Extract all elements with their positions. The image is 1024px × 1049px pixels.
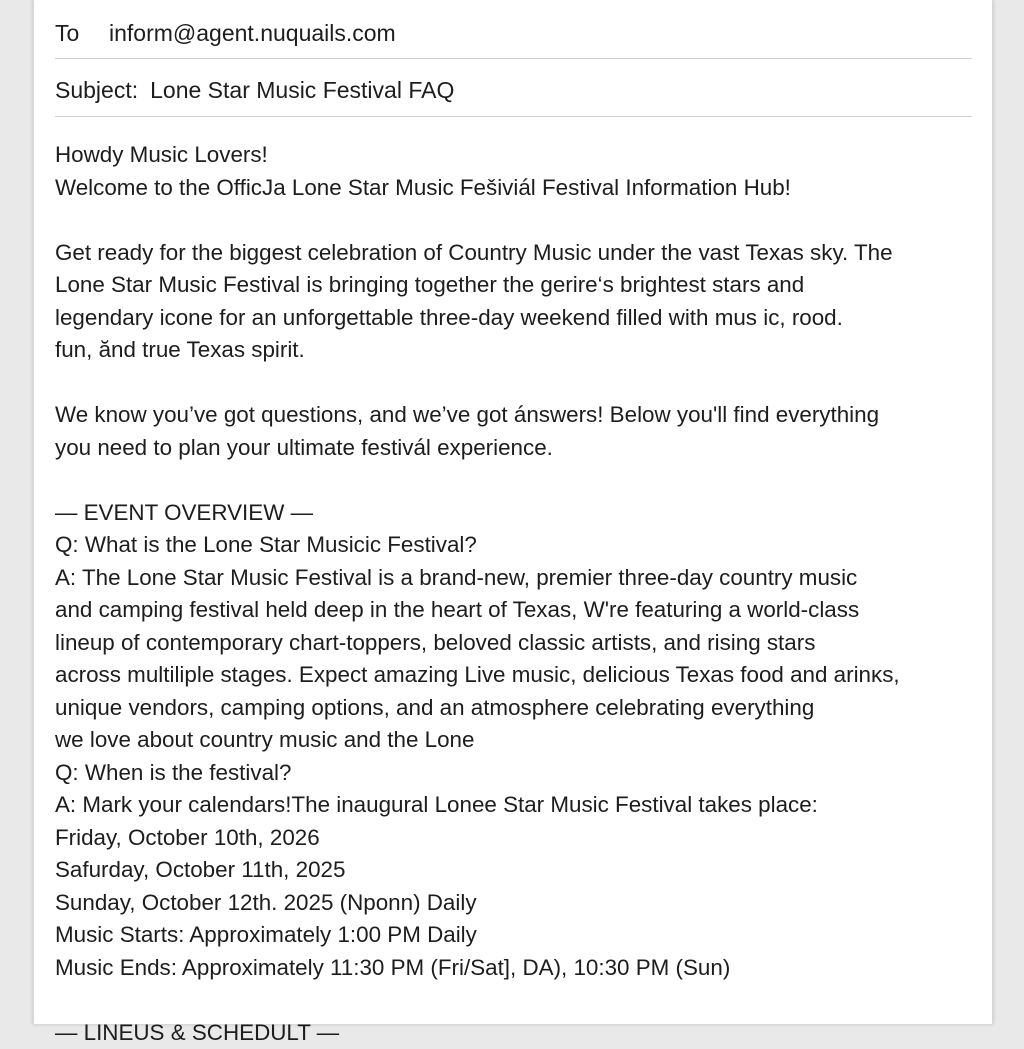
body-line: legendary icone for an unforgettable three-day weekend filled with mus ic, rood. bbox=[55, 302, 985, 335]
body-line: we love about country music and the Lone bbox=[55, 724, 985, 757]
blank-line bbox=[55, 984, 985, 1017]
email-body[interactable] bbox=[55, 139, 985, 1049]
body-line: lineup of contemporary chart-toppers, beloved classic artists, and rising stars bbox=[55, 627, 985, 660]
body-line: you need to plan your ultimate festivál experience. bbox=[55, 432, 985, 465]
divider bbox=[55, 116, 972, 117]
subject-field-row[interactable] bbox=[55, 72, 971, 108]
to-address[interactable]: inform@agent.nuquails.com bbox=[109, 20, 396, 47]
body-line: Music Ends: Approximately 11:30 PM (Fri/Sat], DA), 10:30 PM (Sun) bbox=[55, 952, 985, 985]
body-line: unique vendors, camping options, and an atmosphere celebrating everything bbox=[55, 692, 985, 725]
body-line: Welcome to the OfficJa Lone Star Music Fešiviál Festival Information Hub! bbox=[55, 172, 985, 205]
body-line: Howdy Music Lovers! bbox=[55, 139, 985, 172]
body-line: — LINEUS & SCHEDULT — bbox=[55, 1017, 985, 1049]
subject-value[interactable]: Lone Star Music Festival FAQ bbox=[150, 77, 454, 104]
body-line: Friday, October 10th, 2026 bbox=[55, 822, 985, 855]
blank-line bbox=[55, 464, 985, 497]
body-line: — EVENT OVERVIEW — bbox=[55, 497, 985, 530]
body-line: and camping festival held deep in the heart of Texas, W're featuring a world-class bbox=[55, 594, 985, 627]
body-line: Get ready for the biggest celebration of Country Music under the vast Texas sky. The bbox=[55, 237, 985, 270]
body-line: A: The Lone Star Music Festival is a brand-new, premier three-day country music bbox=[55, 562, 985, 595]
body-line: Safurday, October 11th, 2025 bbox=[55, 854, 985, 887]
divider bbox=[55, 58, 972, 59]
subject-label: Subject: bbox=[55, 77, 138, 104]
body-line: A: Mark your calendars!The inaugural Lonee Star Music Festival takes place: bbox=[55, 789, 985, 822]
blank-line bbox=[55, 367, 985, 400]
body-line: Lone Star Music Festival is bringing together the gerire‘s brightest stars and bbox=[55, 269, 985, 302]
body-line: Sunday, October 12th. 2025 (Nponn) Daily bbox=[55, 887, 985, 920]
body-line: We know you’ve got questions, and we’ve got ánswers! Below you'll find everything bbox=[55, 399, 985, 432]
to-field-row[interactable] bbox=[55, 15, 971, 51]
body-line: Music Starts: Approximately 1:00 PM Daily bbox=[55, 919, 985, 952]
blank-line bbox=[55, 204, 985, 237]
email-compose-window bbox=[33, 0, 993, 1024]
body-line: Q: When is the festival? bbox=[55, 757, 985, 790]
body-line: across multiliple stages. Expect amazing Live music, delicious Texas food and arinκs, bbox=[55, 659, 985, 692]
body-line: Q: What is the Lone Star Musicic Festival? bbox=[55, 529, 985, 562]
body-line: fun, ănd true Texas spirit. bbox=[55, 334, 985, 367]
to-label: To bbox=[55, 20, 109, 47]
